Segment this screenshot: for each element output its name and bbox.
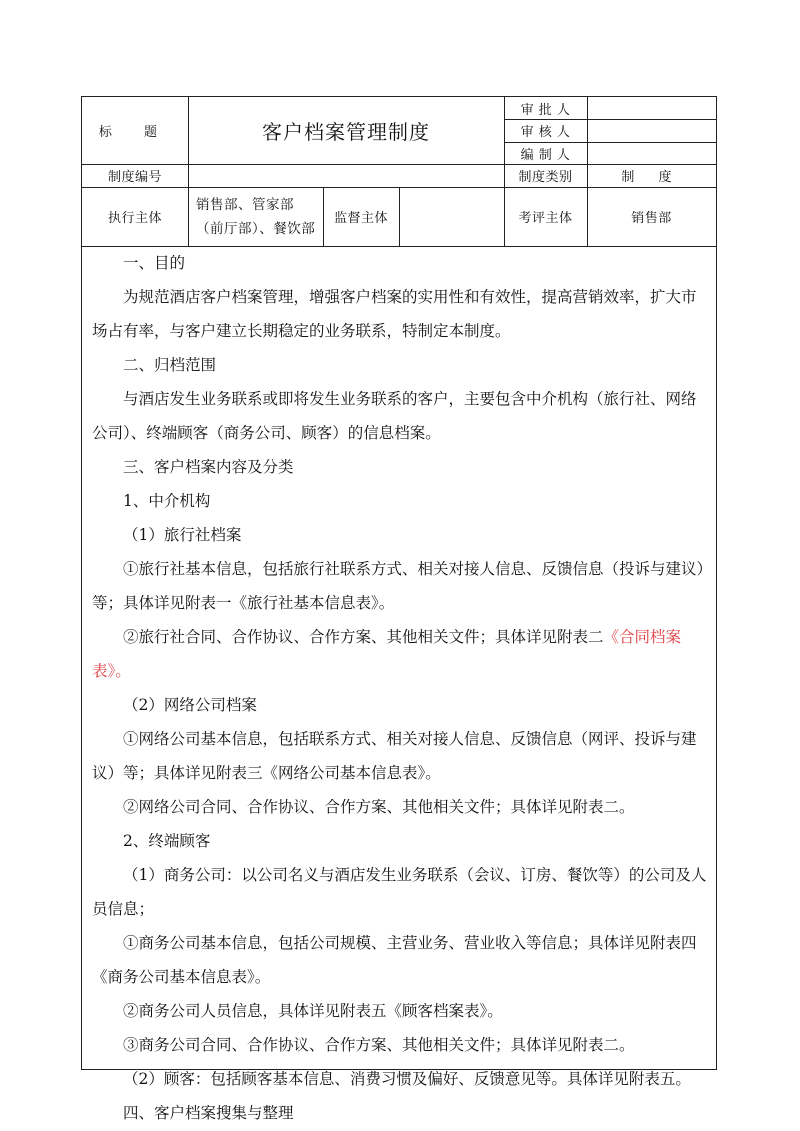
paragraph: （2）顾客：包括顾客基本信息、消费习惯及偏好、反馈意见等。具体详见附表五。 bbox=[123, 1070, 691, 1088]
preparer-label: 编 制 人 bbox=[520, 147, 571, 163]
paragraph: 为规范酒店客户档案管理，增强客户档案的实用性和有效性，提高营销效率，扩大市场占有率，与客户建立长期稳定的业务联系，特制定本制度。 bbox=[92, 288, 697, 340]
section-heading: 四、客户档案搜集与整理 bbox=[123, 1104, 294, 1122]
paragraph: ②网络公司合同、合作协议、合作方案、其他相关文件；具体详见附表二。 bbox=[123, 798, 635, 816]
category-label: 制度类别 bbox=[518, 170, 573, 185]
supervise-value bbox=[399, 187, 504, 246]
code-value bbox=[188, 164, 504, 187]
title-label-text: 标 题 bbox=[98, 125, 172, 140]
paragraph: ③商务公司合同、合作协议、合作方案、其他相关文件；具体详见附表二。 bbox=[123, 1036, 635, 1054]
title-label bbox=[82, 97, 188, 164]
section-heading: 三、客户档案内容及分类 bbox=[123, 458, 294, 476]
paragraph: ①网络公司基本信息，包括联系方式、相关对接人信息、反馈信息（网评、投诉与建议）等；具体详见附表三《网络公司基本信息表》。 bbox=[92, 730, 697, 782]
eval-label: 考评主体 bbox=[518, 211, 573, 226]
approver-value bbox=[587, 97, 716, 119]
paragraph: 与酒店发生业务联系或即将发生业务联系的客户，主要包含中介机构（旅行社、网络公司）、终端顾客（商务公司、顾客）的信息档案。 bbox=[92, 390, 697, 442]
preparer-value bbox=[587, 142, 716, 164]
category-value bbox=[587, 164, 716, 187]
section-heading: 二、归档范围 bbox=[123, 356, 217, 374]
supervise-label: 监督主体 bbox=[333, 211, 388, 226]
subsection-heading: （2）网络公司档案 bbox=[123, 696, 257, 714]
reviewer-value bbox=[587, 119, 716, 142]
code-label: 制度编号 bbox=[107, 170, 162, 185]
exec-label: 执行主体 bbox=[107, 211, 162, 226]
document-body bbox=[92, 246, 708, 1130]
paragraph: ①商务公司基本信息，包括公司规模、主营业务、营业收入等信息；具体详见附表四《商务公司基本信息表》。 bbox=[92, 934, 697, 986]
section-heading: 一、目的 bbox=[123, 254, 186, 272]
category-value-text: 制 度 bbox=[621, 170, 682, 185]
subsection-heading: （1）旅行社档案 bbox=[123, 526, 242, 544]
reviewer-label: 审 核 人 bbox=[520, 125, 571, 140]
paragraph: ②商务公司人员信息，具体详见附表五《顾客档案表》。 bbox=[123, 1002, 503, 1020]
page-title: 客户档案管理制度 bbox=[262, 120, 430, 144]
paragraph bbox=[92, 620, 708, 688]
contract-table-reference: 《合同档案表》。 bbox=[92, 628, 682, 680]
paragraph-text: ②旅行社合同、合作协议、合作方案、其他相关文件；具体详见附表二 bbox=[123, 628, 604, 646]
subsection-heading: 1、中介机构 bbox=[123, 492, 211, 510]
approver-label: 审 批 人 bbox=[520, 102, 571, 118]
paragraph: （1）商务公司：以公司名义与酒店发生业务联系（会议、订房、餐饮等）的公司及人员信息； bbox=[92, 866, 707, 918]
eval-value: 销售部 bbox=[631, 211, 672, 226]
subsection-heading: 2、终端顾客 bbox=[123, 832, 211, 850]
exec-value: 销售部、管家部（前厅部）、餐饮部 bbox=[196, 196, 316, 237]
paragraph: ①旅行社基本信息，包括旅行社联系方式、相关对接人信息、反馈信息（投诉与建议）等；具体详见附表一《旅行社基本信息表》。 bbox=[92, 560, 705, 612]
